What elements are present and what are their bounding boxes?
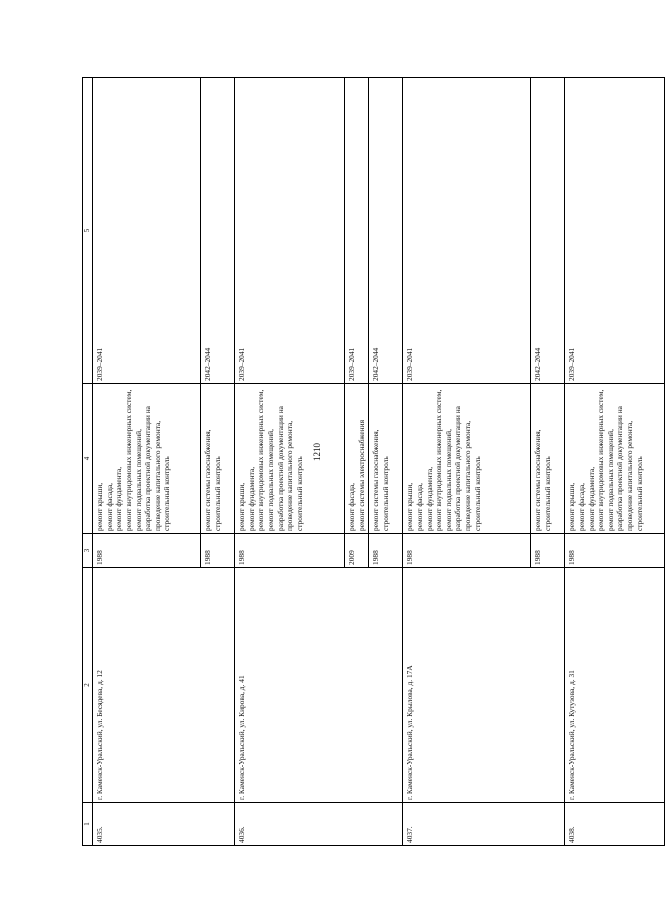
table-body <box>93 78 665 846</box>
work-list-cell: ремонт крыши, ремонт фасада, ремонт фундамента, ремонт внутридомовых инженерных систем, ремонт подвальных помещений, разработка проектной документации на проведение капитального ремонта, строительный контроль <box>565 384 665 534</box>
rotated-table-container <box>82 78 644 846</box>
header-col-3: 3 <box>83 534 93 568</box>
repair-schedule-table <box>82 77 665 846</box>
address-cell: г. Каменск-Уральский, ул. Крылова, д. 17А <box>403 568 565 803</box>
header-col-4: 4 <box>83 384 93 534</box>
year-cell: 2009 <box>345 534 369 568</box>
period-cell: 2039–2041 <box>403 78 531 384</box>
table-row <box>565 78 665 846</box>
address-cell: г. Каменск-Уральский, ул. Кутузова, д. 31 <box>565 568 665 803</box>
header-row <box>83 78 93 846</box>
row-number: 4038. <box>565 803 665 846</box>
address-cell: г. Каменск-Уральский, ул. Кирова, д. 41 <box>235 568 403 803</box>
row-number: 4035. <box>93 803 235 846</box>
period-cell: 2039–2041 <box>565 78 665 384</box>
year-cell: 1988 <box>403 534 531 568</box>
row-number: 4037. <box>403 803 565 846</box>
work-list-cell: ремонт крыши, ремонт фасада, ремонт фундамента, ремонт внутридомовых инженерных систем, ремонт подвальных помещений, разработка проектной документации на проведение капитального ремонта, строительный контроль <box>403 384 531 534</box>
year-cell: 1988 <box>565 534 665 568</box>
header-col-1: 1 <box>83 803 93 846</box>
period-cell: 2039–2041 <box>235 78 345 384</box>
period-cell: 2042–2044 <box>369 78 403 384</box>
table-row <box>403 78 531 846</box>
year-cell: 1988 <box>201 534 235 568</box>
period-cell: 2042–2044 <box>201 78 235 384</box>
address-cell: г. Каменск-Уральский, ул. Бесядева, д. 12 <box>93 568 235 803</box>
header-col-5: 5 <box>83 78 93 384</box>
period-cell: 2042–2044 <box>531 78 565 384</box>
work-list-cell: ремонт системы газоснабжения, строительный контроль <box>531 384 565 534</box>
header-col-2: 2 <box>83 568 93 803</box>
row-number: 4036. <box>235 803 403 846</box>
work-list-cell: ремонт системы газоснабжения, строительный контроль <box>201 384 235 534</box>
table-row <box>235 78 345 846</box>
work-list-cell: ремонт крыши, ремонт фасада, ремонт фундамента, ремонт внутридомовых инженерных систем, ремонт подвальных помещений, разработка проектной документации на проведение капитального ремонта, строительный контроль <box>93 384 201 534</box>
period-cell: 2039–2041 <box>345 78 369 384</box>
page-number: 1210 <box>312 443 322 461</box>
work-list-cell: ремонт системы газоснабжения, строительный контроль <box>369 384 403 534</box>
period-cell: 2039–2041 <box>93 78 201 384</box>
year-cell: 1988 <box>93 534 201 568</box>
year-cell: 1988 <box>235 534 345 568</box>
work-list-cell: ремонт фасада, ремонт системы электроснабжения <box>345 384 369 534</box>
year-cell: 1988 <box>531 534 565 568</box>
work-list-cell: ремонт крыши, ремонт фундамента, ремонт внутридомовых инженерных систем, ремонт подвальных помещений, разработка проектной документации на проведение капитального ремонта, строительный контроль <box>235 384 345 534</box>
year-cell: 1988 <box>369 534 403 568</box>
table-row <box>93 78 201 846</box>
